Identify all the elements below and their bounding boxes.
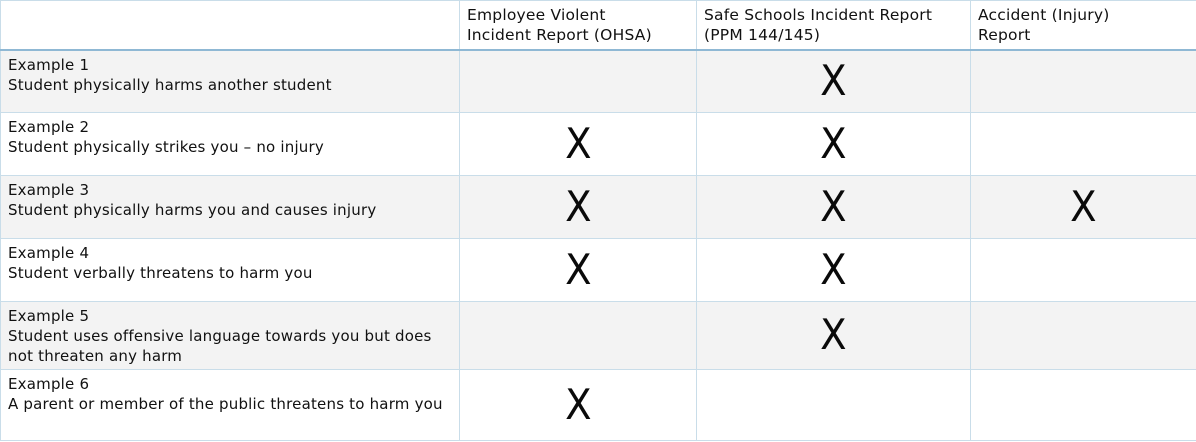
example-description: Student uses offensive language towards you but does not threaten any harm — [8, 326, 432, 365]
header-employee-violent-incident-report — [460, 1, 697, 51]
header-cell-empty — [1, 1, 460, 51]
x-mark-icon: X — [564, 244, 592, 294]
example-label: Example 1 — [8, 56, 90, 74]
example-cell — [1, 369, 460, 440]
header-safe-schools-incident-report — [697, 1, 971, 51]
example-description: A parent or member of the public threatens to harm you — [8, 394, 443, 413]
mark-cell-accident-injury — [971, 369, 1196, 440]
header-label: Employee Violent Incident Report (OHSA) — [467, 6, 652, 44]
mark-cell-safe-schools — [697, 369, 971, 440]
header-label: Accident (Injury) Report — [978, 6, 1110, 44]
example-label: Example 2 — [8, 117, 90, 136]
mark-cell-employee-violent — [460, 50, 697, 112]
example-label: Example 4 — [8, 243, 90, 262]
example-cell — [1, 301, 460, 369]
example-label: Example 5 — [8, 306, 90, 325]
example-cell — [1, 112, 460, 175]
mark-cell-safe-schools — [697, 112, 971, 175]
example-cell — [1, 175, 460, 238]
example-cell — [1, 238, 460, 301]
table-row — [1, 238, 1196, 301]
example-description: Student physically harms another student — [8, 76, 332, 94]
header-accident-injury-report — [971, 1, 1196, 51]
example-description: Student verbally threatens to harm you — [8, 263, 313, 282]
mark-cell-employee-violent — [460, 112, 697, 175]
table-row — [1, 50, 1196, 112]
mark-cell-safe-schools — [697, 238, 971, 301]
x-mark-icon: X — [820, 56, 847, 106]
x-mark-icon: X — [820, 118, 847, 168]
table-row — [1, 369, 1196, 440]
example-label: Example 6 — [8, 374, 90, 393]
x-mark-icon: X — [564, 118, 592, 168]
x-mark-icon: X — [820, 181, 847, 231]
mark-cell-safe-schools — [697, 50, 971, 112]
mark-cell-accident-injury — [971, 175, 1196, 238]
mark-cell-employee-violent — [460, 175, 697, 238]
x-mark-icon: X — [1070, 181, 1097, 231]
example-label: Example 3 — [8, 180, 90, 199]
mark-cell-accident-injury — [971, 50, 1196, 112]
table-row — [1, 175, 1196, 238]
mark-cell-accident-injury — [971, 301, 1196, 369]
mark-cell-safe-schools — [697, 175, 971, 238]
table-row — [1, 301, 1196, 369]
header-label: Safe Schools Incident Report (PPM 144/145) — [704, 6, 933, 44]
header-row — [1, 1, 1196, 51]
mark-cell-employee-violent — [460, 369, 697, 440]
mark-cell-safe-schools — [697, 301, 971, 369]
mark-cell-employee-violent — [460, 238, 697, 301]
table-row — [1, 112, 1196, 175]
x-mark-icon: X — [820, 310, 847, 359]
mark-cell-accident-injury — [971, 238, 1196, 301]
mark-cell-employee-violent — [460, 301, 697, 369]
example-cell — [1, 50, 460, 112]
x-mark-icon: X — [564, 379, 592, 429]
mark-cell-accident-injury — [971, 112, 1196, 175]
x-mark-icon: X — [820, 244, 847, 294]
example-description: Student physically strikes you – no injury — [8, 137, 324, 156]
x-mark-icon: X — [564, 181, 592, 231]
example-description: Student physically harms you and causes injury — [8, 200, 377, 219]
